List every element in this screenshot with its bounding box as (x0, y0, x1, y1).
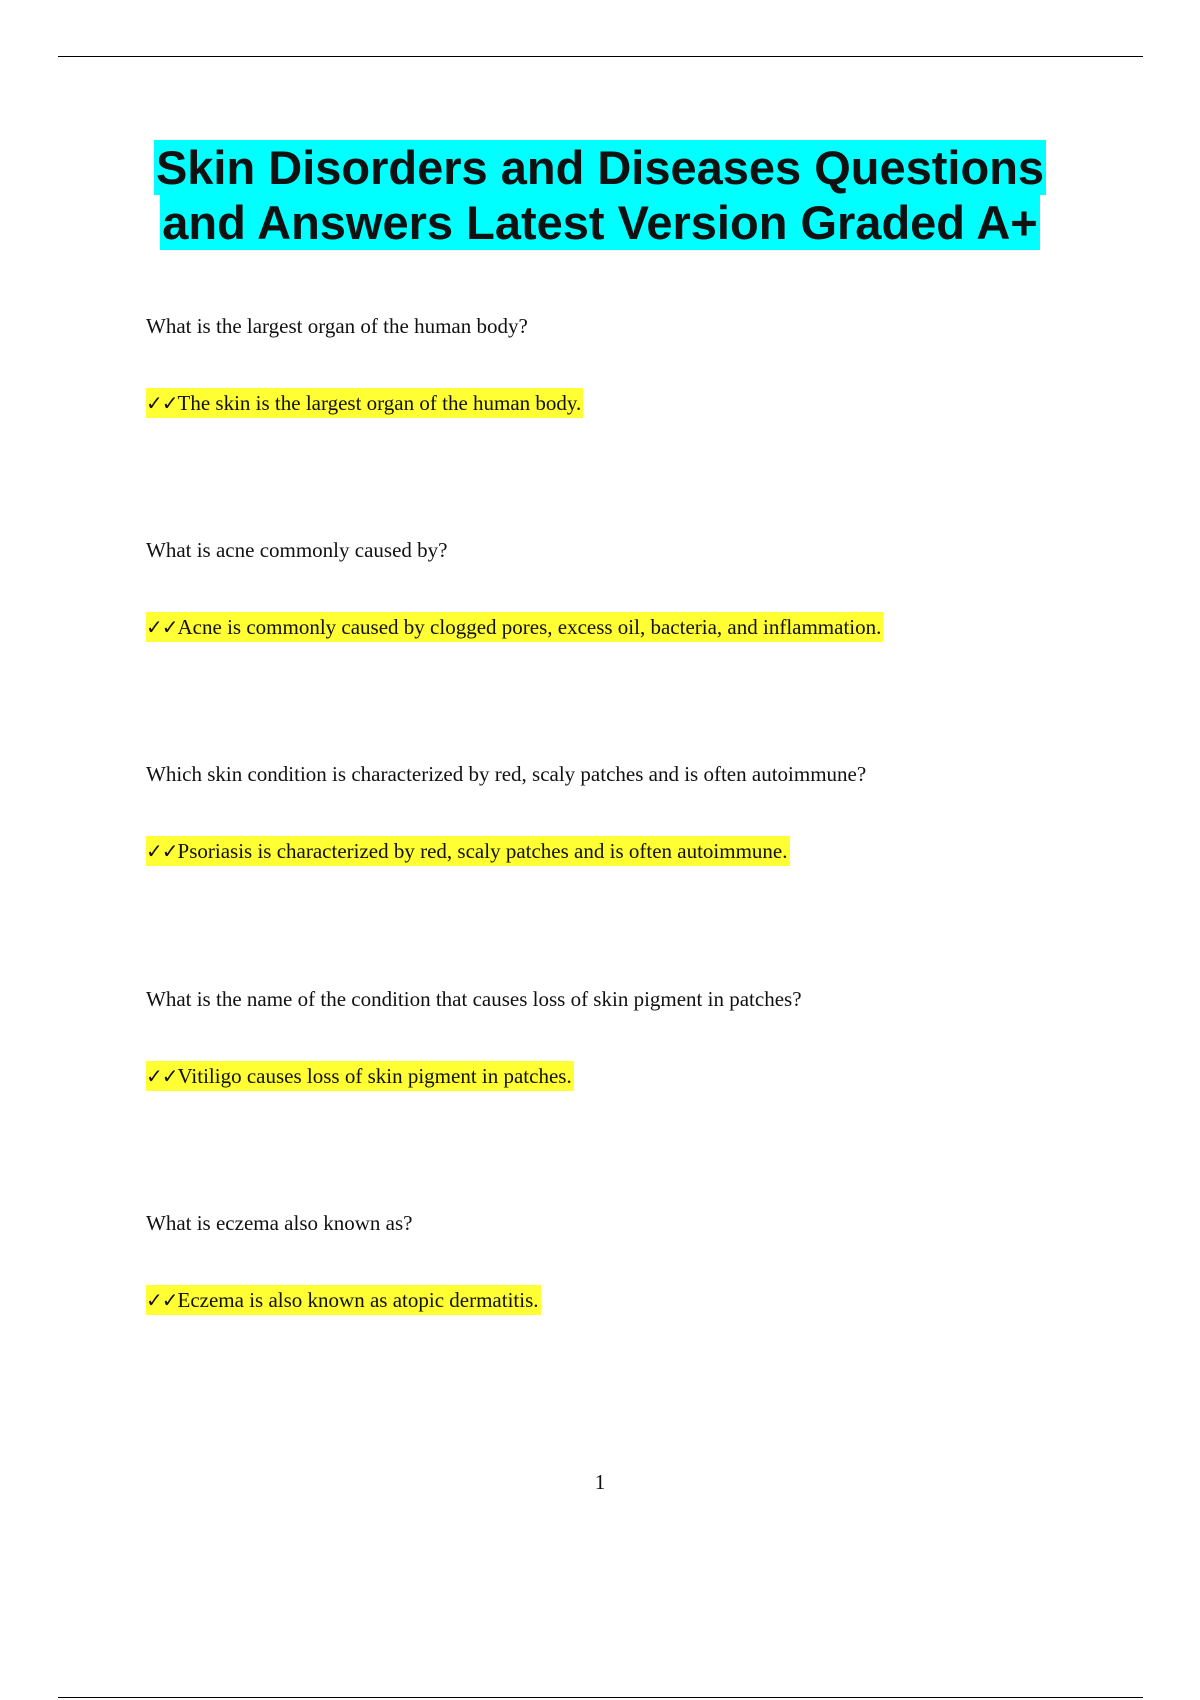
header-rule (58, 56, 1143, 57)
qa-item (146, 536, 1106, 642)
qa-item (146, 985, 1106, 1091)
answer-text (146, 388, 583, 418)
check-icon: ✓✓ (146, 1288, 178, 1312)
answer-text (146, 612, 883, 642)
question-text: What is eczema also known as? (146, 1211, 413, 1235)
document-title (0, 140, 1200, 250)
answer-text (146, 836, 790, 866)
answer-text (146, 1061, 574, 1091)
check-icon: ✓✓ (146, 391, 178, 415)
check-icon: ✓✓ (146, 615, 178, 639)
check-icon: ✓✓ (146, 839, 178, 863)
qa-item (146, 312, 1106, 418)
title-line-1: Skin Disorders and Diseases Questions (155, 141, 1045, 194)
qa-item (146, 1209, 1106, 1315)
check-icon: ✓✓ (146, 1064, 178, 1088)
question-text: What is the largest organ of the human body? (146, 314, 528, 338)
question-text: What is acne commonly caused by? (146, 538, 448, 562)
question-text: What is the name of the condition that causes loss of skin pigment in patches? (146, 987, 802, 1011)
answer-label: The skin is the largest organ of the human body. (177, 391, 582, 415)
page-number: 1 (594, 1470, 606, 1494)
title-line-2: and Answers Latest Version Graded A+ (162, 196, 1038, 249)
answer-text (146, 1285, 541, 1315)
question-text: Which skin condition is characterized by red, scaly patches and is often autoimmune? (146, 762, 867, 786)
answer-label: Eczema is also known as atopic dermatitis. (177, 1288, 539, 1312)
answer-label: Vitiligo causes loss of skin pigment in patches. (177, 1064, 572, 1088)
footer-rule (58, 1697, 1143, 1698)
qa-item (146, 760, 1106, 866)
answer-label: Psoriasis is characterized by red, scaly patches and is often autoimmune. (177, 839, 788, 863)
answer-label: Acne is commonly caused by clogged pores, excess oil, bacteria, and inflammation. (177, 615, 882, 639)
